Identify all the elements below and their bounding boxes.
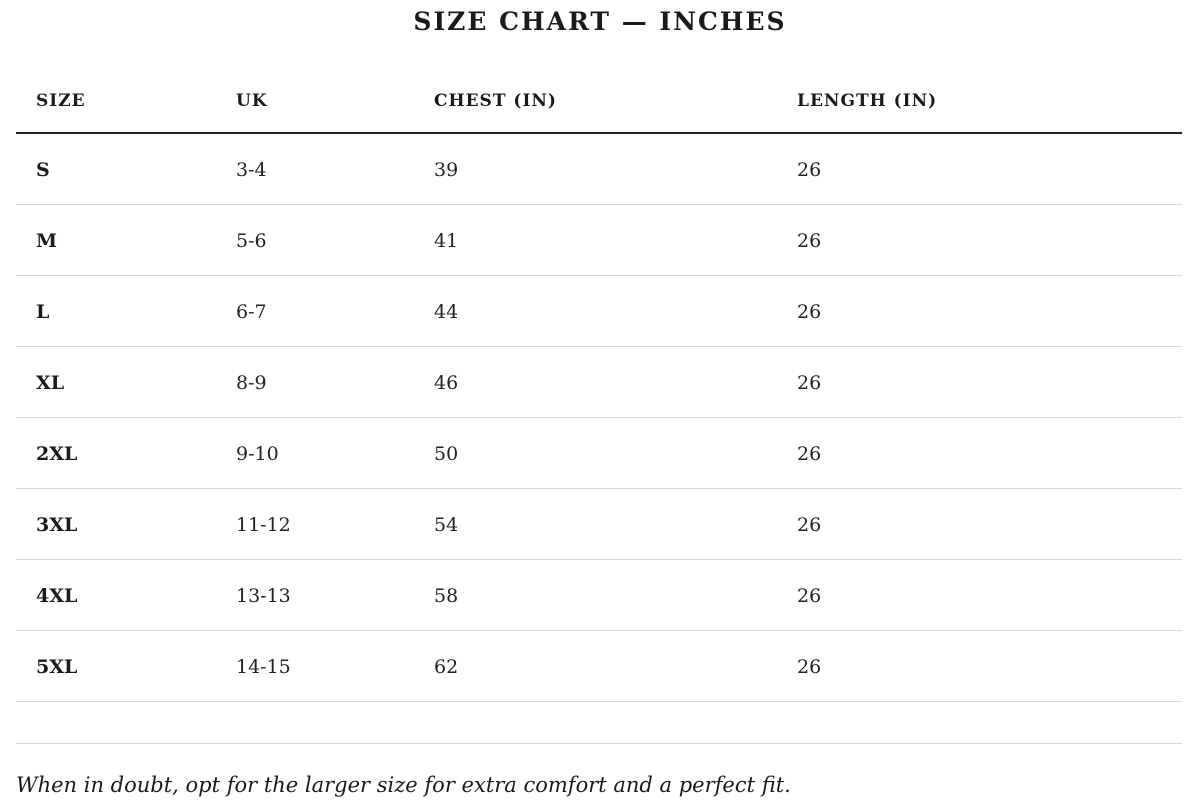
table-row [16,205,1182,276]
header-size: SIZE [36,91,86,111]
cell-uk: 6-7 [236,301,267,323]
cell-uk: 9-10 [236,443,279,465]
size-chart-table [16,66,1182,744]
cell-chest: 39 [434,159,459,181]
header-length: LENGTH (IN) [797,91,938,111]
table-row [16,631,1182,702]
cell-uk: 3-4 [236,159,267,181]
table-row [16,418,1182,489]
table-header [16,66,1182,134]
cell-length: 26 [797,230,822,252]
cell-size: XL [36,372,65,394]
cell-chest: 41 [434,230,459,252]
cell-length: 26 [797,656,822,678]
cell-uk: 8-9 [236,372,267,394]
cell-length: 26 [797,443,822,465]
table-row [16,276,1182,347]
table-row [16,560,1182,631]
cell-length: 26 [797,514,822,536]
fit-note: When in doubt, opt for the larger size for extra comfort and a perfect fit. [16,773,791,797]
cell-uk: 5-6 [236,230,267,252]
cell-size: L [36,301,50,323]
cell-size: M [36,230,58,252]
page-title: SIZE CHART — INCHES [413,7,787,36]
cell-length: 26 [797,585,822,607]
table-row [16,347,1182,418]
table-footer-spacer [16,702,1182,744]
cell-chest: 54 [434,514,459,536]
cell-length: 26 [797,301,822,323]
cell-size: 5XL [36,656,78,678]
cell-chest: 44 [434,301,459,323]
header-chest: CHEST (IN) [434,91,557,111]
cell-size: 4XL [36,585,78,607]
cell-uk: 14-15 [236,656,291,678]
cell-chest: 62 [434,656,459,678]
header-uk: UK [236,91,268,111]
cell-chest: 50 [434,443,459,465]
cell-chest: 46 [434,372,459,394]
cell-size: 2XL [36,443,78,465]
cell-length: 26 [797,372,822,394]
cell-size: S [36,159,50,181]
cell-size: 3XL [36,514,78,536]
cell-chest: 58 [434,585,459,607]
cell-uk: 11-12 [236,514,291,536]
cell-uk: 13-13 [236,585,291,607]
table-row [16,134,1182,205]
cell-length: 26 [797,159,822,181]
table-row [16,489,1182,560]
